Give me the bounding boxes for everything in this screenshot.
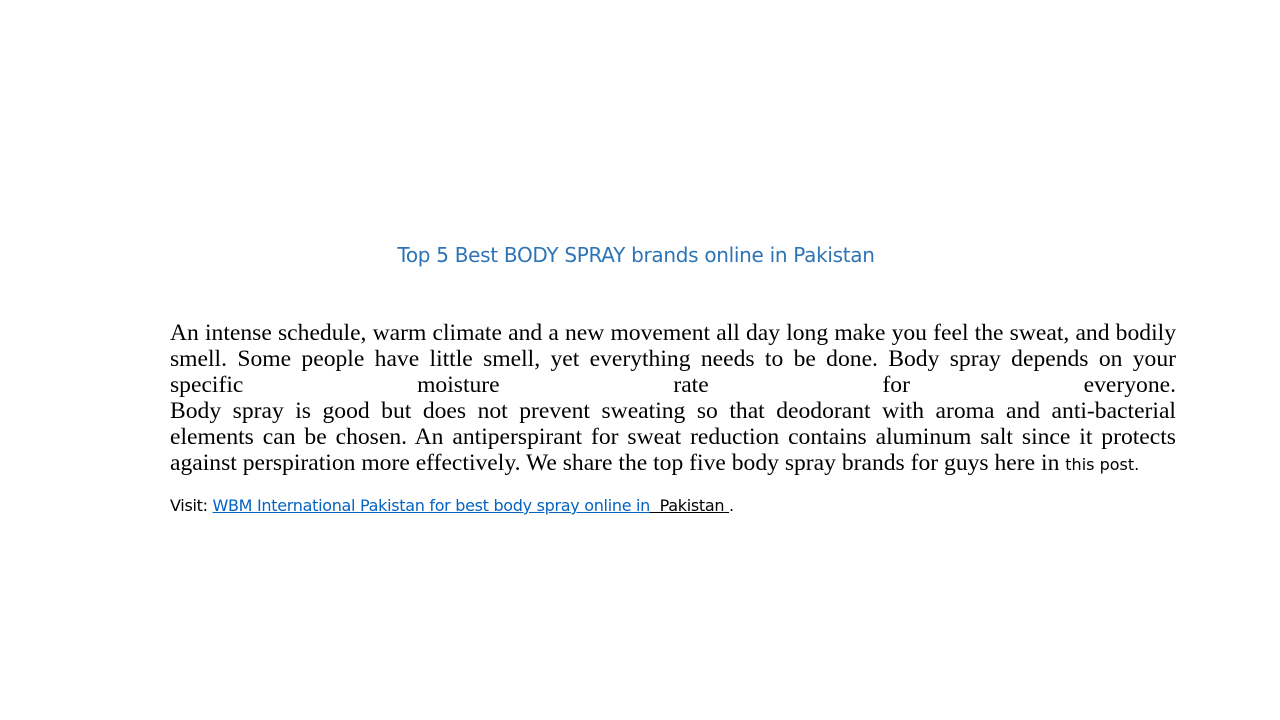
paragraph-2	[170, 398, 1176, 478]
visit-link[interactable]: WBM International Pakistan for best body spray online in	[212, 496, 651, 515]
visit-link-pakistan[interactable]: Pakistan	[659, 496, 725, 515]
visit-line	[170, 495, 734, 517]
visit-link-space[interactable]	[650, 496, 660, 515]
visit-suffix: .	[729, 496, 734, 515]
paragraph-1: An intense schedule, warm climate and a new movement all day long make you feel the sweat, and bodily smell. Some people have little smell, yet everything needs to be done. Body spray depends on your specific moisture rate for everyone.	[170, 320, 1176, 398]
document-title: Top 5 Best BODY SPRAY brands online in Pakistan	[397, 243, 875, 267]
visit-prefix: Visit:	[170, 496, 208, 515]
paragraph-2-tail: this post.	[1065, 455, 1140, 474]
document-body	[170, 320, 1176, 478]
paragraph-2-text: Body spray is good but does not prevent sweating so that deodorant with aroma and anti-bacterial elements can be chosen. An antiperspirant for sweat reduction contains aluminum salt since it protects against perspiration more effectively. We share the top five body spray brands for guys here in	[170, 398, 1176, 476]
